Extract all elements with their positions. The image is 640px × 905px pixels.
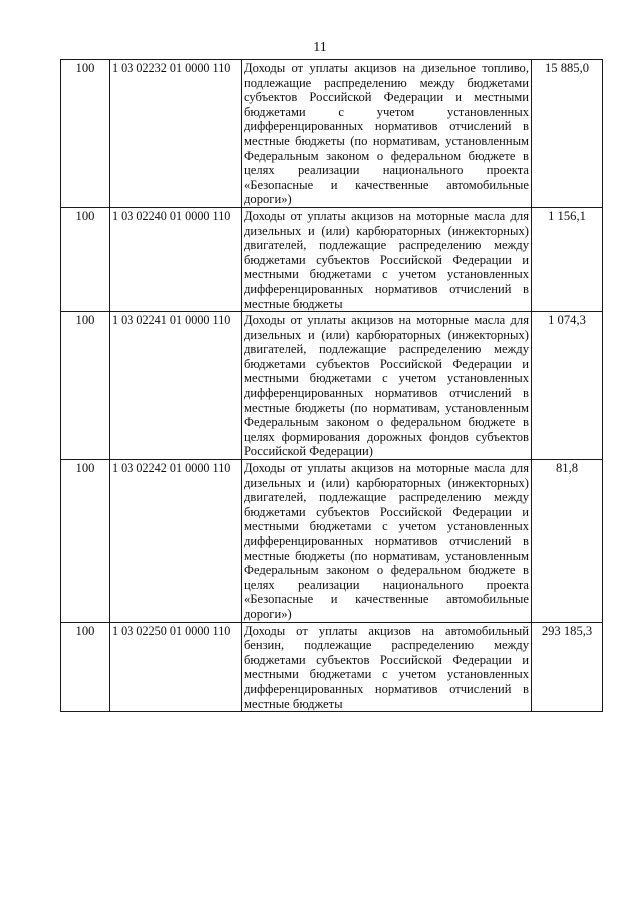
- table-row: [61, 60, 603, 208]
- revenue-name-cell: Доходы от уплаты акцизов на моторные масла для дизельных и (или) карбюраторных (инжекторных) двигателей, подлежащие распределению между бюджетами субъектов Российской Федерации и местными бюджетами с учетом установленных дифференцированных нормативов отчислений в местные бюджеты: [242, 207, 532, 311]
- administrator-code-cell: 100: [61, 207, 110, 311]
- budget-classification-code-cell: 1 03 02241 01 0000 110: [110, 312, 242, 460]
- amount-cell: 15 885,0: [532, 60, 603, 208]
- table-row: [61, 207, 603, 311]
- revenue-table: [60, 59, 603, 712]
- administrator-code-cell: 100: [61, 622, 110, 712]
- amount-cell: 1 074,3: [532, 312, 603, 460]
- table-row: [61, 312, 603, 460]
- administrator-code-cell: 100: [61, 312, 110, 460]
- budget-classification-code-cell: 1 03 02232 01 0000 110: [110, 60, 242, 208]
- budget-classification-code-cell: 1 03 02240 01 0000 110: [110, 207, 242, 311]
- amount-cell: 81,8: [532, 460, 603, 623]
- administrator-code-cell: 100: [61, 460, 110, 623]
- table-row: [61, 622, 603, 712]
- revenue-name-cell: Доходы от уплаты акцизов на дизельное топливо, подлежащие распределению между бюджетами субъектов Российской Федерации и местными бюджетами с учетом установленных дифференцированных нормативов отчислений в местные бюджеты (по нормативам, установленным Федеральным законом о федеральном бюджете в целях реализации национального проекта «Безопасные и качественные автомобильные дороги»): [242, 60, 532, 208]
- budget-classification-code-cell: 1 03 02242 01 0000 110: [110, 460, 242, 623]
- revenue-name-cell: Доходы от уплаты акцизов на моторные масла для дизельных и (или) карбюраторных (инжекторных) двигателей, подлежащие распределению между бюджетами субъектов Российской Федерации и местными бюджетами с учетом установленных дифференцированных нормативов отчислений в местные бюджеты (по нормативам, установленным Федеральным законом о федеральном бюджете в целях реализации национального проекта «Безопасные и качественные автомобильные дороги»): [242, 460, 532, 623]
- page-number: 11: [313, 40, 327, 55]
- table-row: [61, 460, 603, 623]
- amount-cell: 293 185,3: [532, 622, 603, 712]
- administrator-code-cell: 100: [61, 60, 110, 208]
- amount-cell: 1 156,1: [532, 207, 603, 311]
- revenue-name-cell: Доходы от уплаты акцизов на автомобильный бензин, подлежащие распределению между бюджетами субъектов Российской Федерации и местными бюджетами с учетом установленных дифференцированных нормативов отчислений в местные бюджеты: [242, 622, 532, 712]
- revenue-name-cell: Доходы от уплаты акцизов на моторные масла для дизельных и (или) карбюраторных (инжекторных) двигателей, подлежащие распределению между бюджетами субъектов Российской Федерации и местными бюджетами с учетом установленных дифференцированных нормативов отчислений в местные бюджеты (по нормативам, установленным Федеральным законом о федеральном бюджете в целях формирования дорожных фондов субъектов Российской Федерации): [242, 312, 532, 460]
- budget-classification-code-cell: 1 03 02250 01 0000 110: [110, 622, 242, 712]
